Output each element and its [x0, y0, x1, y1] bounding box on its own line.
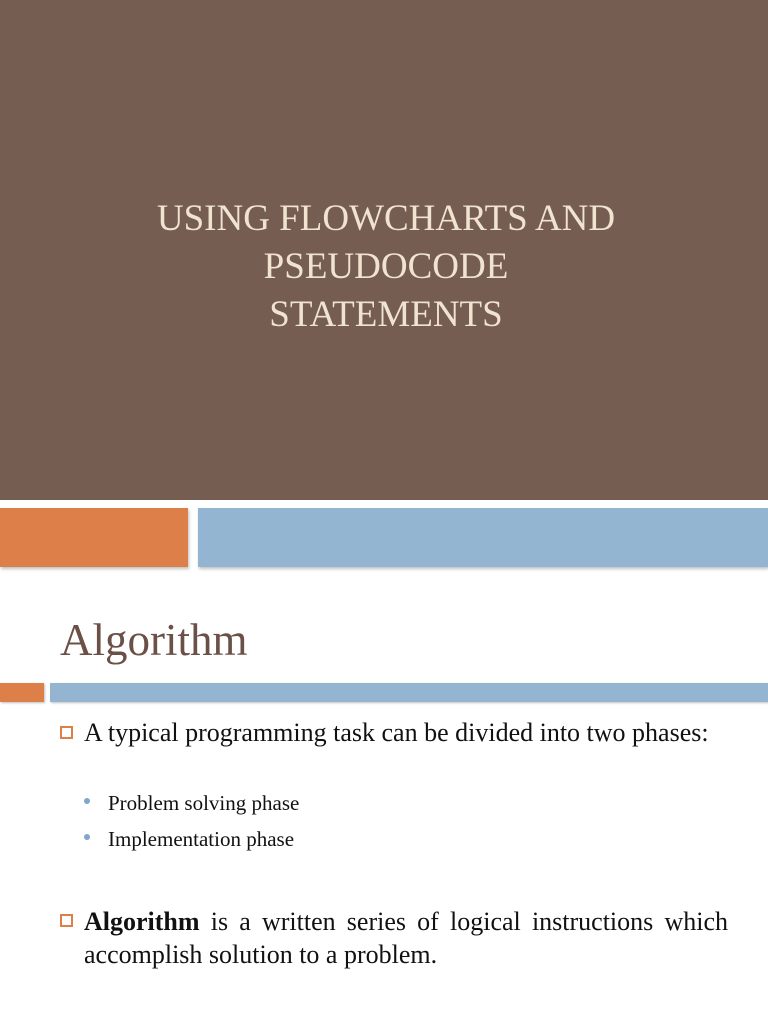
sub-item-problem-solving: Problem solving phase	[108, 791, 300, 815]
slide-heading: Algorithm	[60, 615, 248, 665]
slide-title	[40, 195, 732, 339]
hollow-square-icon	[60, 726, 73, 739]
bold-term: Algorithm	[84, 907, 200, 936]
dot-icon	[84, 834, 90, 840]
title-slide	[0, 0, 768, 500]
heading-rule-blue	[50, 683, 768, 702]
bullet-item-2	[84, 905, 728, 971]
dot-icon	[84, 798, 90, 804]
title-line-3: STATEMENTS	[269, 294, 503, 335]
bullet-item-2-text: is a written series of logical instructions which accomplish solution to a problem.	[84, 907, 728, 969]
orange-accent-bar	[0, 508, 188, 567]
title-line-1: USING FLOWCHARTS AND	[156, 198, 616, 239]
title-line-2: PSEUDOCODE	[263, 246, 509, 287]
bullet-item-1: A typical programming task can be divided into two phases:	[84, 718, 709, 747]
blue-accent-bar	[198, 508, 768, 567]
heading-rule-orange	[0, 683, 44, 702]
hollow-square-icon	[60, 914, 73, 927]
sub-item-implementation: Implementation phase	[108, 827, 295, 851]
